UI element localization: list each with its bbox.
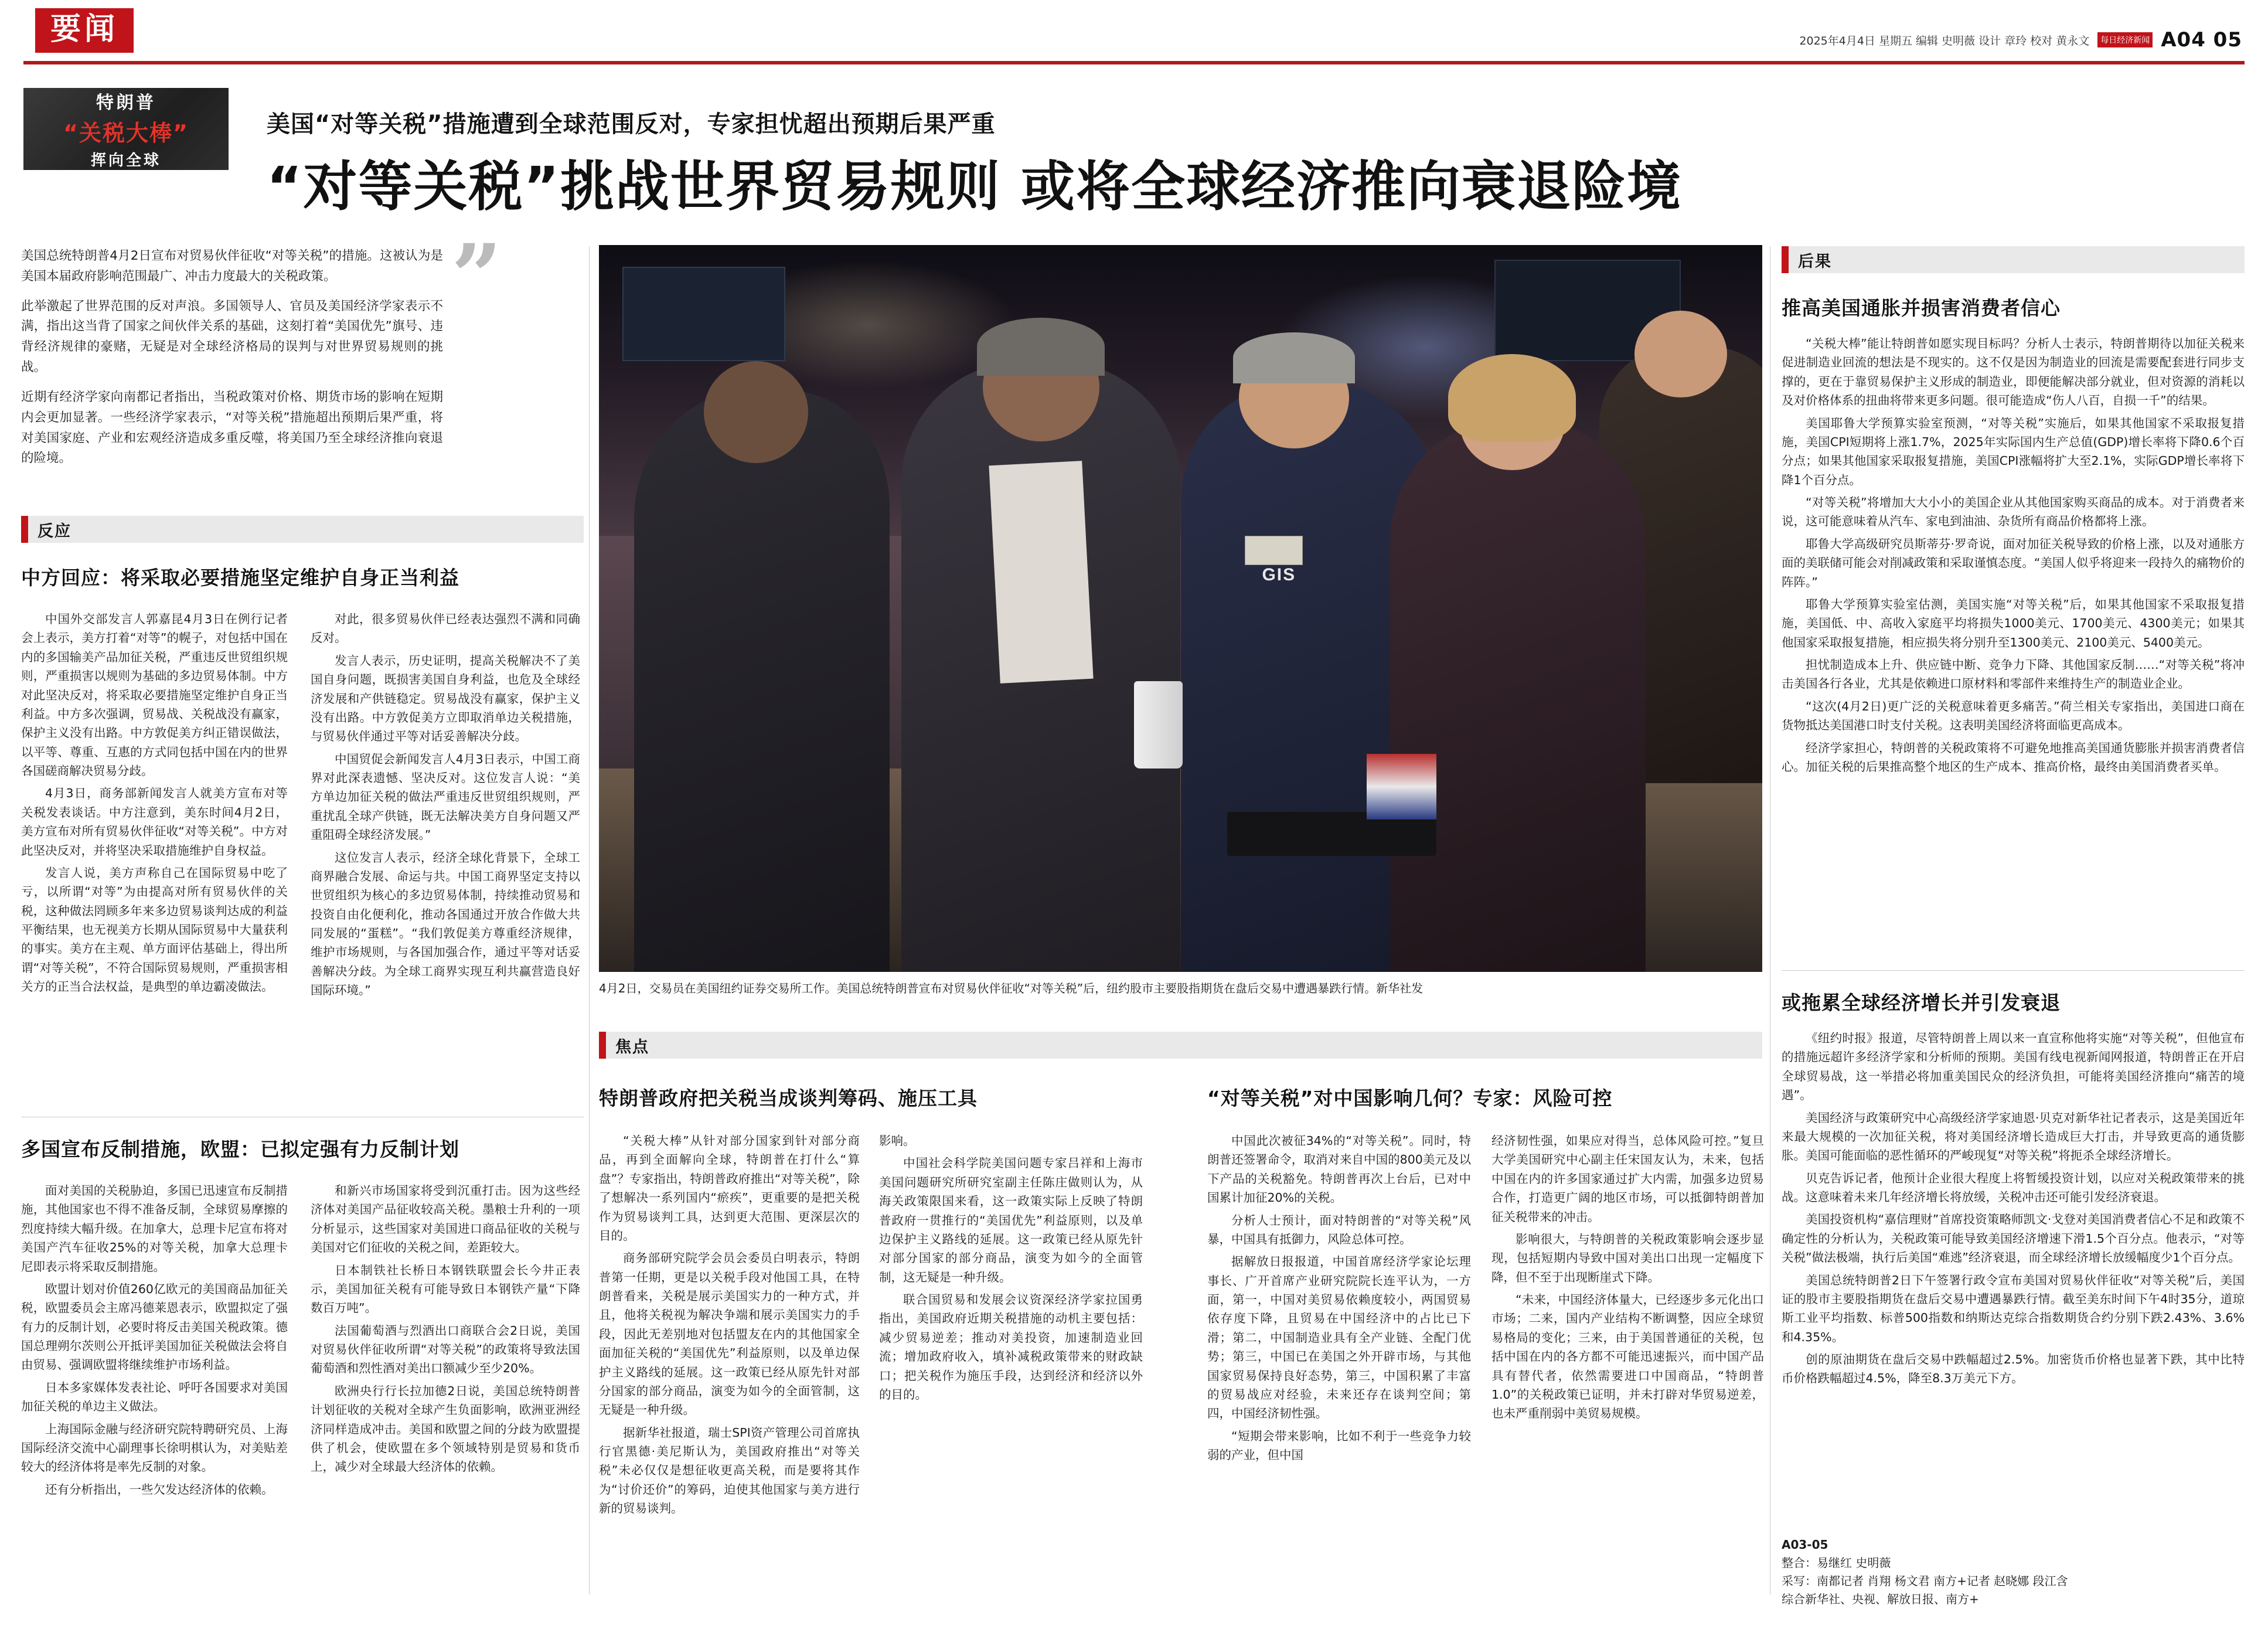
paragraph: 中国此次被征34%的“对等关税”。同时，特朗普还签署命令，取消对来自中国的800美元及以下产品的关税豁免。特朗普再次上台后，已对中国累计加征20%的关税。 (1207, 1134, 1471, 1205)
paragraph: 经济学家担心，特朗普的关税政策将不可避免地推高美国通货膨胀并损害消费者信心。加征关税的后果推高整个地区的生产成本、推高价格，最终由美国消费者买单。 (1782, 740, 2245, 774)
section-header-reaction (21, 516, 584, 543)
news-photo (599, 245, 1762, 972)
divider (1782, 970, 2245, 971)
paragraph: “这次(4月2日)更广泛的关税意味着更多痛苦。”荷兰相关专家指出，美国进口商在货物抵达美国港口时支付关税。这表明美国经济将面临更高成本。 (1782, 699, 2245, 733)
article-title-focus1: 特朗普政府把关税当成谈判筹码、施压工具 (599, 1087, 978, 1110)
paragraph: “未来，中国经济体量大，已经逐步多元化出口市场；二来，国内产业结构不断调整，因应全球贸易格局的变化；三来，由于美国普通征的关税，包括中国在内的各方都不可能迅速振兴，而中国产品具有替代者，依然需要进口中国商品，“特朗普1.0”的关税政策已证明，并未打辟对华贸易逆差，也未严重削弱中美贸易规模。 (1491, 1293, 1764, 1421)
focus1-col2 (879, 1131, 1143, 1407)
countermeasures-col1 (21, 1181, 288, 1502)
footer-line1: 整合：易继红 史明薇 (1782, 1556, 1891, 1570)
paragraph: 耶鲁大学高级研究员斯蒂芬·罗奇说，面对加征关税导致的价格上涨，以及对通胀方面的美联储可能会对削减政策和采取谨慎态度。“美国人似乎将迎来一段持久的痛物价的阵阵。” (1782, 536, 2245, 589)
paragraph: “关税大棒”从针对部分国家到针对部分商品，再到全面解向全球，特朗普在打什么“算盘”？专家指出，特朗普政府推出“对等关税”，除了想解决一系列国内“瘀疾”，更重要的是把关税作为贸易谈判工具，达到更大范围、更深层次的目的。 (599, 1134, 860, 1243)
page-number: A04 05 (2161, 28, 2242, 52)
article-title-countermeasures: 多国宣布反制措施，欧盟：已拟定强有力反制计划 (21, 1138, 459, 1161)
photo-caption: 4月2日，交易员在美国纽约证券交易所工作。美国总统特朗普宣布对贸易伙伴征收“对等关税”后，纽约股市主要股指期货在盘后交易中遭遇暴跌行情。新华社发 (599, 981, 1424, 995)
china-response-col2 (311, 610, 580, 1004)
lead-p3: 近期有经济学家向南都记者指出，当税政策对价格、期货市场的影响在短期内会更加显著。一些经济学家表示，“对等关税”措施超出预期后果严重，将对美国家庭、产业和宏观经济造成多重反噬，将美国乃至全球经济推向衰退的险境。 (21, 389, 443, 466)
paragraph: 创的原油期货在盘后交易中跌幅超过2.5%。加密货币价格也显著下跌，其中比特币价格跌幅超过4.5%，降至8.3万美元下方。 (1782, 1352, 2245, 1386)
paragraph: 美国耶鲁大学预算实验室预测，“对等关税”实施后，如果其他国家不采取报复措施，美国CPI短期将上涨1.7%，2025年实际国内生产总值(GDP)增长率将下降0.6个百分点；如果其他国家采取报复措施，美国CPI涨幅将扩大至2.1%，实际GDP增长率将下降1个百分点。 (1782, 416, 2245, 487)
masthead (23, 8, 2245, 64)
paragraph: 据新华社报道，瑞士SPI资产管理公司首席执行官黑德·美尼斯认为，美国政府推出“对等关税”未必仅仅是想征收更高关税，而是要将其作为“讨价还价”的筹码，迫使其他国家与美方进行新的贸易谈判。 (599, 1425, 860, 1516)
paragraph: 4月3日，商务部新闻发言人就美方宣布对等关税发表谈话。中方注意到，美东时间4月2日，美方宣布对所有贸易伙伴征收“对等关税”。中方对此坚决反对，并将坚决采取措施维护自身权益。 (21, 786, 288, 858)
focus2-col1 (1207, 1131, 1471, 1468)
paragraph: “对等关税”将增加大大小小的美国企业从其他国家购买商品的成本。对于消费者来说，这可能意味着从汽车、家电到油油、杂货所有商品价格都将上涨。 (1782, 495, 2245, 529)
paragraph: 和新兴市场国家将受到沉重打击。因为这些经济体对美国产品征收较高关税。墨粮士升利的一项分析显示，这些国家对美国进口商品征收的关税与美国对它们征收的关税之间，差距较大。 (311, 1184, 580, 1255)
paragraph: “短期会带来影响，比如不利于一些竞争力较弱的产业，但中国 (1207, 1429, 1471, 1462)
paragraph: 联合国贸易和发展会议资深经济学家拉国勇指出，美国政府近期关税措施的动机主要包括：减少贸易逆差；推动对美投资，加速制造业回流；增加政府收入，填补减税政策带来的财政缺口；把关税作为施压手段，达到经济和经济以外的目的。 (879, 1293, 1143, 1402)
paragraph: 欧洲央行行长拉加德2日说，美国总统特朗普计划征收的关税对全球产生负面影响，欧洲亚洲经济同样造成冲击。美国和欧盟之间的分歧为欧盟提供了机会，使欧盟在多个领域特别是贸易和货币上，减少对全球最大经济体的依赖。 (311, 1383, 580, 1474)
article-title-consequence2: 或拖累全球经济增长并引发衰退 (1782, 991, 2061, 1014)
series-logo-badge (23, 88, 229, 170)
section-header-consequence (1782, 246, 2245, 273)
footer-line2: 采写：南都记者 肖翔 杨文君 南方+记者 赵晓娜 段江含 (1782, 1574, 2068, 1588)
paragraph: 还有分析指出，一些欠发达经济体的依赖。 (45, 1482, 274, 1497)
section-badge: 要闻 (35, 8, 134, 53)
paragraph: 这位发言人表示，经济全球化背景下，全球工商界融合发展、命运与共。中国工商界坚定支持以世贸组织为核心的多边贸易体制，持续推动贸易和投资自由化便利化，推动各国通过开放合作做大共同发展的“蛋糕”。“我们敦促美方尊重经济规律，维护市场规则，与各国加强合作，通过平等对话妥善解决分歧。为全球工商界实现互利共赢营造良好国际环境。” (311, 850, 580, 998)
paragraph: 美国经济与政策研究中心高级经济学家迪恩·贝克对新华社记者表示，这是美国近年来最大规模的一次加征关税，将对美国经济增长造成巨大打击，并导致更高的通货膨胀。美国可能面临的恶性循环的严峻现复“对等关税”将扼杀全球经济增长。 (1782, 1110, 2245, 1163)
paragraph: 分析人士预计，面对特朗普的“对等关税”风暴，中国具有抵御力，风险总体可控。 (1207, 1213, 1471, 1246)
section-header-consequence-label: 后果 (1798, 252, 1832, 271)
footer-code: A03-05 (1782, 1538, 1828, 1552)
shoulder-headline: 美国“对等关税”措施遭到全球范围反对，专家担忧超出预期后果严重 (267, 111, 996, 138)
column-divider (589, 246, 590, 1594)
paragraph: 面对美国的关税胁迫，多国已迅速宣布反制措施，其他国家也不得不准备反制，全球贸易摩擦的烈度持续大幅升级。在加拿大，总理卡尼宣布将对美国产汽车征收25%的对等关税，加拿大总理卡尼即表示将采取反制措施。 (21, 1184, 288, 1274)
paragraph: 《纽约时报》报道，尽管特朗普上周以来一直宣称他将实施“对等关税”，但他宣布的措施远超许多经济学家和分析师的预期。美国有线电视新闻网报道，特朗普正在开启全球贸易战，这一举措必将加重美国民众的经济负担，可能将美国经济推向“痛苦的境遇”。 (1782, 1031, 2245, 1103)
paragraph: 据解放日报报道，中国首席经济学家论坛理事长、广开首席产业研究院院长连平认为，一方面，第一，中国对美贸易依赖度较小，两国贸易依存度下降，且贸易在中国经济中的占比已下滑；第二，中国制造业具有全产业链、全配门优势；第三，中国已在美国之外开辟市场，与其他国家贸易保持良好态势，第三，中国积累了丰富的贸易战应对经验，未来还存在谈判空间；第四，中国经济韧性强。 (1207, 1254, 1471, 1421)
masthead-meta: 2025年4月4日 星期五 编辑 史明薇 设计 章玲 校对 黄永文 (1799, 34, 2090, 47)
paragraph: 经济韧性强，如果应对得当，总体风险可控。”复旦大学美国研究中心副主任宋国友认为，未来，包括中国在内的许多国家通过扩大内需，加强多边贸易合作，打造更广阔的地区市场，可以抵御特朗普加征关税带来的冲击。 (1491, 1134, 1764, 1224)
paragraph: 日本制铁社长桥日本钢铁联盟会长今井正表示，美国加征关税有可能导致日本钢铁产量“下降数百万吨”。 (311, 1263, 580, 1315)
footer-credits (1782, 1536, 2245, 1609)
paragraph: 影响很大，与特朗普的关税政策影响会逐步显现，包括短期内导致中国对美出口出现一定幅度下降，但不至于出现断崖式下降。 (1491, 1232, 1764, 1284)
paragraph: 对此，很多贸易伙伴已经表达强烈不满和同确反对。 (311, 612, 580, 645)
section-header-focus (599, 1032, 1762, 1059)
paragraph: 中国社会科学院美国问题专家吕祥和上海市美国问题研究所研究室副主任陈庄做则认为，从海关政策限国来看，这一政策实际上反映了特朗普政府一贯推行的“美国优先”利益原则，以及单边保护主义路线的延展。这一政策已经从原先针对部分国家的部分商品，演变为如今的全面管制，这无疑是一种升级。 (879, 1156, 1143, 1284)
paragraph: 贝克告诉记者，他预计企业很大程度上将暂缓投资计划，以应对关税政策带来的挑战。这意味着未来几年经济增长将放缓，关税冲击还可能引发经济衰退。 (1782, 1171, 2245, 1204)
section-header-focus-label: 焦点 (615, 1038, 649, 1056)
main-headline: “对等关税”挑战世界贸易规则 或将全球经济推向衰退险境 (267, 155, 1682, 218)
focus1-col1 (599, 1131, 860, 1522)
paragraph: 美国总统特朗普2日下午签署行政令宣布美国对贸易伙伴征收“对等关税”后，美国证的股市主要股指期货在盘后交易中遭遇暴跌行情。截至美东时间下午4时35分，道琼斯工业平均指数、标普500指数和纳斯达克综合指数期货合约分别下跌2.43%、3.6%和4.35%。 (1782, 1273, 2245, 1344)
paragraph: 发言人说，美方声称自己在国际贸易中吃了亏，以所谓“对等”为由提高对所有贸易伙伴的关税，这种做法罔顾多年来多边贸易谈判达成的利益平衡结果，也无视美方长期从国际贸易中大量获利的事实。美方在主观、单方面评估基础上，得出所谓“对等关税”，不符合国际贸易规则，严重损害相关方的正当合法权益，是典型的单边霸凌做法。 (21, 865, 288, 994)
consequence1-body (1782, 334, 2245, 780)
paragraph: 日本多家媒体发表社论、呼吁各国要求对美国加征关税的单边主义做法。 (21, 1380, 288, 1414)
series-logo-line1: 特朗普 (96, 93, 156, 113)
paragraph: 美国投资机构“嘉信理财”首席投资策略师凯文·戈登对美国消费者信心不足和政策不确定性的分析认为，关税政策可能导致美国经济增速下滑1.5个百分点。他表示，“对等关税”做法极端，执行后美国“难逃”经济衰退，而全球经济增长放缓幅度少1个百分点。 (1782, 1212, 2245, 1265)
paragraph: 发言人表示，历史证明，提高关税解决不了美国自身问题，既损害美国自身利益，也危及全球经济发展和产供链稳定。贸易战没有赢家，保护主义没有出路。中方敦促美方立即取消单边关税措施，与贸易伙伴通过平等对话妥善解决分歧。 (311, 653, 580, 744)
paragraph: 中国贸促会新闻发言人4月3日表示，中国工商界对此深表遗憾、坚决反对。这位发言人说：“美方单边加征关税的做法严重违反世贸组织规则，严重扰乱全球产供链，既无法解决美方自身问题又严重阻碍全球经济发展。” (311, 752, 580, 842)
masthead-left (23, 8, 134, 53)
paragraph: 上海国际金融与经济研究院特聘研究员、上海国际经济交流中心副理事长徐明棋认为，对美贴差较大的经济体将是率先反制的对象。 (21, 1422, 288, 1474)
china-response-col1 (21, 610, 288, 1000)
focus2-col2 (1491, 1131, 1764, 1427)
series-logo-line3: 挥向全球 (90, 152, 161, 169)
section-header-reaction-label: 反应 (38, 522, 71, 540)
masthead-paper-tag: 每日经济新闻 (2097, 32, 2153, 47)
consequence2-body (1782, 1029, 2245, 1392)
paragraph: 中国外交部发言人郭嘉昆4月3日在例行记者会上表示，美方打着“对等”的幌子，对包括中国在内的多国输美产品加征关税，严重违反世贸组织规则，严重损害以规则为基础的多边贸易体制。中方对此坚决反对，将采取必要措施坚定维护自身正当利益。中方多次强调，贸易战、关税战没有赢家，保护主义没有出路。中方敦促美方纠正错误做法，以平等、尊重、互惠的方式同包括中国在内的世界各国磋商解决贸易分歧。 (21, 612, 288, 778)
paragraph: 影响。 (879, 1134, 915, 1148)
footer-line3: 综合新华社、央视、解放日报、南方+ (1782, 1592, 1979, 1606)
photo-jacket-logo: GIS (1262, 565, 1296, 584)
countermeasures-col2 (311, 1181, 580, 1480)
masthead-right (1799, 8, 2245, 52)
paragraph: 欧盟计划对价值260亿欧元的美国商品加征关税，欧盟委员会主席冯德莱恩表示，欧盟拟定了强有力的反制计划，必要时将反击美国关税政策。德国总理朔尔茨则公开抵评美国加征关税做法会将自由贸易、强调欧盟将继续维护市场利益。 (21, 1281, 288, 1372)
paragraph: 担忧制造成本上升、供应链中断、竞争力下降、其他国家反制……“对等关税”将冲击美国各行各业，尤其是依赖进口原材料和零部件来维持生产的制造业企业。 (1782, 658, 2245, 691)
lead-paragraphs (21, 246, 443, 478)
paragraph: 法国葡萄酒与烈酒出口商联合会2日说，美国对贸易伙伴征收所谓“对等关税”的政策将导致法国葡萄酒和烈性酒对美出口额减少至少20%。 (311, 1323, 580, 1376)
lead-p2: 此举激起了世界范围的反对声浪。多国领导人、官员及美国经济学家表示不满，指出这当背了国家之间伙伴关系的基础，这刻打着“美国优先”旗号、违背经济规律的豪赌，无疑是对全球经济格局的误判与对世界贸易规则的挑战。 (21, 298, 443, 375)
article-title-china-response: 中方回应：将采取必要措施坚定维护自身正当利益 (21, 566, 459, 589)
article-title-consequence1: 推高美国通胀并损害消费者信心 (1782, 297, 2061, 319)
paragraph: “关税大棒”能让特朗普如愿实现目标吗？分析人士表示，特朗普期待以加征关税来促进制造业回流的想法是不现实的。这不仅是因为制造业的回流是需要配套进行同步支撑的，更在于靠贸易保护主义形成的制造业，即便能解决部分就业，但对资源的消耗以及对价格体系的扭曲将带来更多问题。很可能造成“伤人八百，自损一千”的结果。 (1782, 336, 2245, 408)
article-title-focus2: “对等关税”对中国影响几何？专家：风险可控 (1207, 1087, 1613, 1110)
decorative-quote-icon: ” (451, 225, 502, 328)
paragraph: 商务部研究院学会员会委员白明表示，特朗普第一任期，更是以关税手段对他国工具，在特朗普看来，关税是展示美国实力的一种方式，并且，他将关税视为解决争端和展示美国实力的手段，因此无差别地对包括盟友在内的其他国家全面加征关税的“美国优先”利益原则，以及单边保护主义路线的延展。这一政策已经从原先针对部分国家的部分商品，演变为如今的全面管制，这无疑是一种升级。 (599, 1251, 860, 1417)
paragraph: 耶鲁大学预算实验室估测，美国实施“对等关税”后，如果其他国家不采取报复措施，美国低、中、高收入家庭平均将损失1000美元、1700美元、4300美元；如果其他国家采取报复措施，相应损失将分别升至1300美元、2100美元、5400美元。 (1782, 597, 2245, 650)
series-logo-line2: “关税大棒” (63, 120, 189, 146)
lead-p1: 美国总统特朗普4月2日宣布对贸易伙伴征收“对等关税”的措施。这被认为是美国本届政府影响范围最广、冲击力度最大的关税政策。 (21, 249, 443, 284)
